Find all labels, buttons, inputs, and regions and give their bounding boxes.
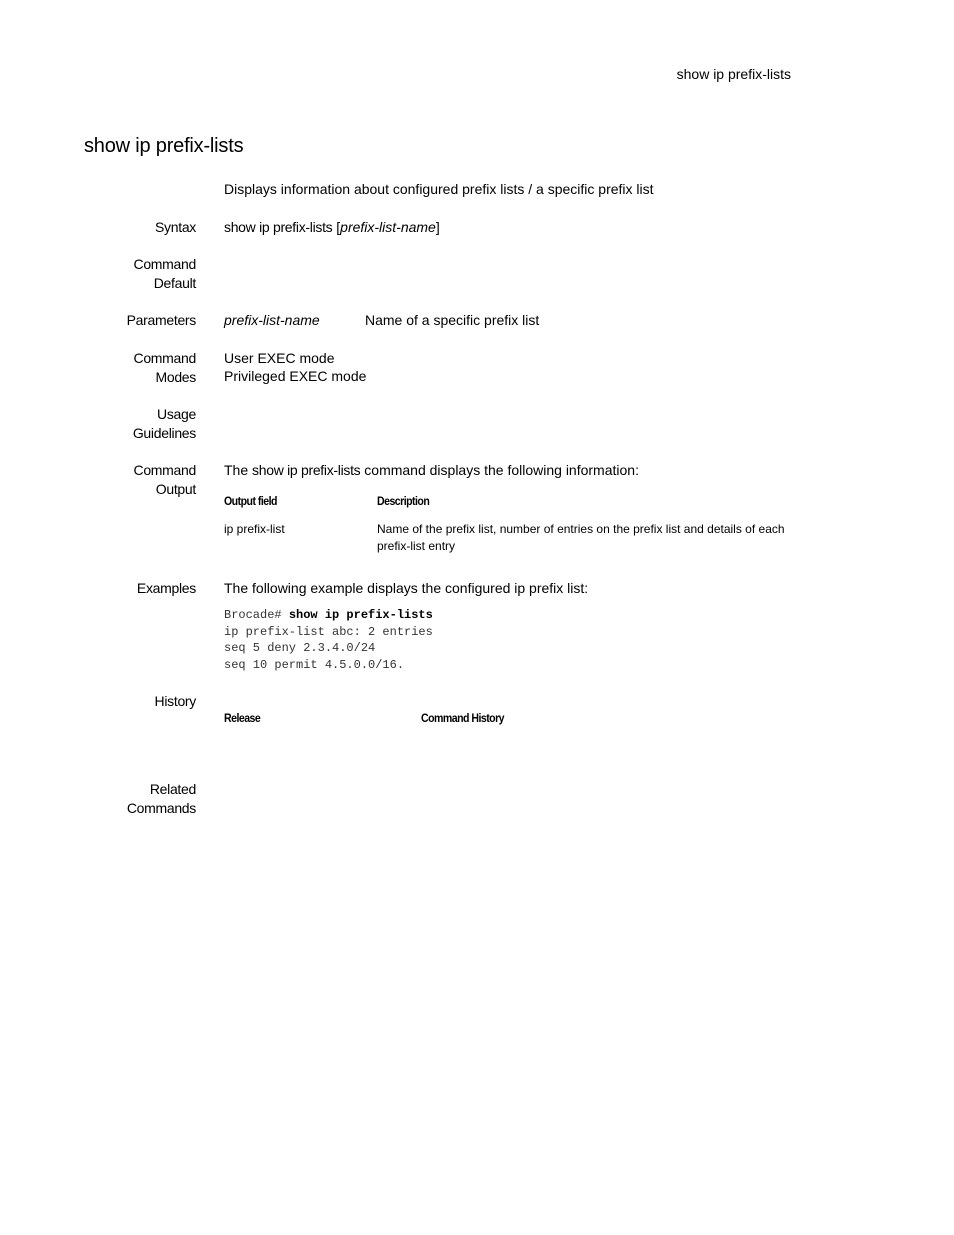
inline-command: show ip prefix-lists (252, 462, 361, 478)
label-command-modes: Command Modes (133, 350, 196, 385)
page-title: show ip prefix-lists (84, 135, 244, 157)
example-code-block (224, 607, 433, 673)
syntax-open-bracket: [ (332, 219, 341, 235)
command-modes-list (224, 349, 366, 385)
running-header: show ip prefix-lists (676, 66, 791, 82)
history-table-header-release: Release (224, 711, 261, 725)
command-output-intro: The show ip prefix-lists command displays the following information: (224, 462, 639, 478)
syntax-line (224, 218, 440, 236)
code-line-command (224, 607, 433, 624)
parameter-name: prefix-list-name (224, 312, 320, 328)
label-command-default: Command Default (133, 256, 196, 291)
label-syntax: Syntax (155, 219, 196, 235)
code-line: seq 10 permit 4.5.0.0/16. (224, 657, 405, 672)
syntax-argument: prefix-list-name (340, 219, 436, 235)
output-table-cell-field: ip prefix-list (224, 522, 285, 536)
output-table-header-field: Output field (224, 494, 277, 508)
syntax-close-bracket: ] (435, 219, 440, 235)
code-command: show ip prefix-lists (288, 608, 433, 622)
output-table-cell-description: Name of the prefix list, number of entries on the prefix list and details of each prefix-list entry (377, 522, 785, 553)
code-line: ip prefix-list abc: 2 entries (224, 624, 433, 639)
code-prompt: Brocade# (224, 608, 289, 622)
code-line: seq 5 deny 2.3.4.0/24 (224, 641, 376, 655)
history-table-header-command-history: Command History (421, 711, 505, 725)
label-examples: Examples (136, 580, 196, 596)
command-mode-item: User EXEC mode (224, 350, 335, 366)
label-related-commands: Related Commands (126, 781, 196, 816)
syntax-command: show ip prefix-lists (224, 219, 333, 235)
command-description: Displays information about configured prefix lists / a specific prefix list (224, 181, 654, 197)
command-mode-item: Privileged EXEC mode (224, 368, 367, 384)
label-parameters: Parameters (126, 312, 196, 328)
label-usage-guidelines: Usage Guidelines (132, 406, 196, 441)
output-table-header-description: Description (377, 494, 430, 508)
examples-intro: The following example displays the configured ip prefix list: (224, 580, 589, 596)
label-history: History (154, 693, 196, 709)
label-command-output: Command Output (133, 462, 196, 497)
parameter-description: Name of a specific prefix list (365, 312, 540, 328)
